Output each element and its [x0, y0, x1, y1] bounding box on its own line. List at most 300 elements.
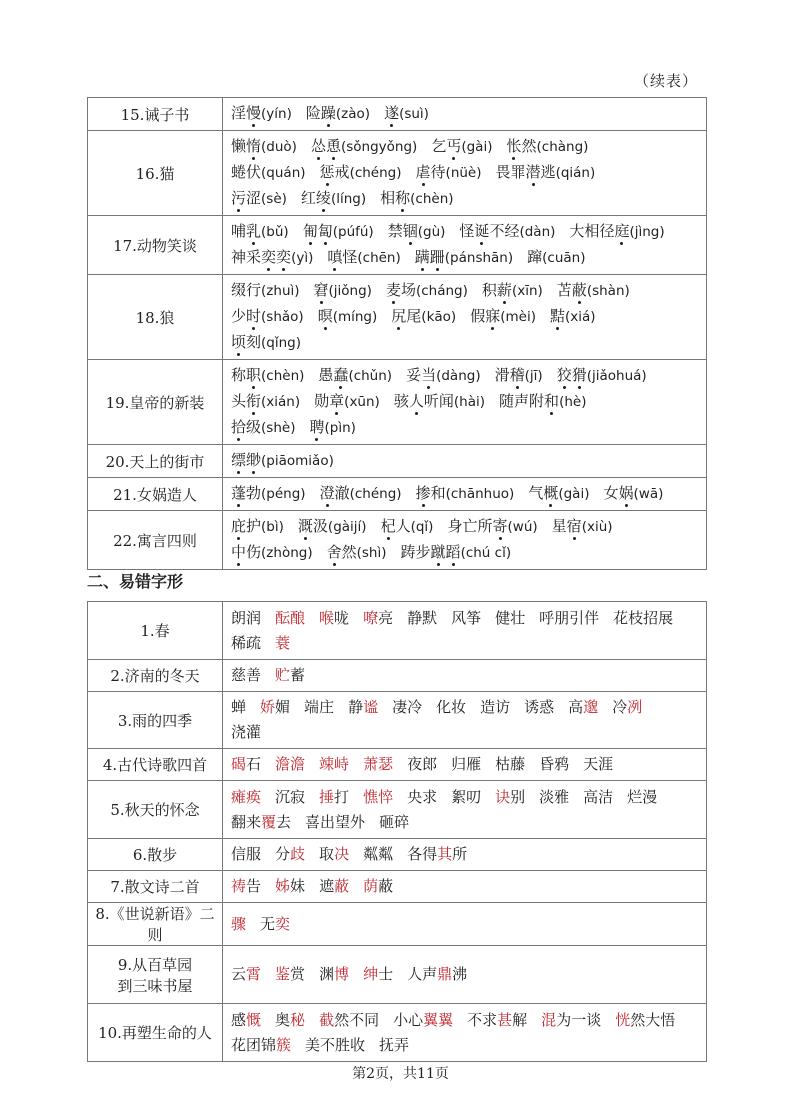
- error-prone-char: 诀: [495, 787, 511, 806]
- char: 宿: [566, 517, 582, 535]
- char: 跚: [429, 248, 445, 266]
- word-entry: [407, 842, 467, 867]
- char: 步: [415, 543, 431, 561]
- char: 分: [275, 845, 291, 863]
- error-prone-char: 瘫痪: [231, 787, 262, 806]
- char: 闻: [438, 392, 454, 410]
- char: 缥: [231, 451, 247, 469]
- word-entry: [416, 160, 482, 186]
- error-prone-char: 憔悴: [363, 787, 394, 806]
- char: 人: [408, 392, 424, 410]
- char: 相: [380, 189, 396, 207]
- char: 匍: [302, 222, 318, 240]
- word-entry: [415, 245, 513, 271]
- char: 云: [231, 965, 247, 983]
- pinyin: (xūn): [344, 394, 380, 410]
- pinyin: (jiǎohuá): [586, 368, 647, 384]
- char: 静: [348, 698, 364, 716]
- content-line: [231, 663, 698, 688]
- pinyin: (mèi): [500, 309, 536, 325]
- word-entry: [275, 606, 305, 631]
- char: 慈善: [231, 666, 262, 684]
- pinyin: (hài): [453, 394, 485, 410]
- table-row: [88, 511, 707, 570]
- char: 蜷: [231, 163, 247, 181]
- content-line: [231, 912, 698, 937]
- char: 打: [334, 787, 350, 806]
- pinyin: (shè): [261, 420, 296, 436]
- char: 去: [276, 812, 292, 831]
- word-entry: [319, 842, 349, 867]
- pinyin: (xiá): [564, 309, 596, 325]
- pinyin: (yì): [291, 250, 314, 266]
- pinyin: (chéng): [349, 486, 402, 502]
- pinyin: (chàng): [536, 139, 589, 155]
- word-entry: [467, 1008, 527, 1033]
- pinyin: (wú): [507, 519, 538, 535]
- char: 静默: [407, 608, 438, 627]
- word-entry: [320, 160, 402, 186]
- error-prone-char: 澹澹: [275, 755, 306, 773]
- row-content: [223, 839, 707, 871]
- word-entry: [506, 134, 588, 160]
- row-label: 2.济南的冬天: [88, 660, 223, 692]
- char: 花枝招展: [613, 608, 674, 627]
- pinyin: (shàn): [586, 283, 630, 299]
- word-entry: [319, 1008, 379, 1033]
- content-line: [231, 1033, 698, 1058]
- pinyin: (piāomiǎo): [261, 453, 334, 469]
- table-row: [88, 360, 707, 445]
- pinyin: (gàijí): [327, 519, 367, 535]
- word-entry: [231, 540, 313, 566]
- row-content: [223, 511, 707, 570]
- word-entry: [309, 415, 355, 441]
- word-entry: [568, 695, 598, 720]
- char: 澈: [334, 484, 350, 502]
- word-entry: [391, 304, 456, 330]
- row-content: [223, 98, 707, 131]
- content-line: [231, 186, 698, 212]
- char: 庇: [231, 517, 247, 535]
- char: 呼朋引伴: [539, 608, 600, 627]
- char: 径: [599, 222, 615, 240]
- character-form-table: [87, 601, 707, 1062]
- word-entry: [451, 606, 481, 631]
- char: 咙: [334, 608, 350, 627]
- row-content: [223, 946, 707, 1004]
- word-entry: [275, 1008, 305, 1033]
- char: 妹: [290, 877, 306, 895]
- word-entry: [380, 186, 453, 212]
- char: 畏: [495, 163, 511, 181]
- error-prone-char: 奕: [275, 914, 291, 933]
- pinyin: (jìng): [629, 224, 665, 240]
- table-row: [88, 946, 707, 1004]
- char: 媚: [275, 698, 291, 716]
- char: 拾: [231, 418, 247, 436]
- word-entry: [231, 1033, 291, 1058]
- pinyin: (hè): [559, 394, 587, 410]
- table-row: [88, 839, 707, 871]
- word-entry: [275, 663, 305, 688]
- char: 蹿: [527, 248, 543, 266]
- error-prone-char: 萧瑟: [363, 755, 394, 773]
- content-line: [231, 874, 698, 899]
- pinyin: (sè): [261, 191, 287, 207]
- row-label: 20.天上的街市: [88, 445, 223, 478]
- char: 尻: [391, 307, 407, 325]
- table-row: [88, 749, 707, 781]
- error-prone-char: 嘹: [363, 608, 379, 627]
- row-label: 16.猫: [88, 131, 223, 216]
- error-prone-char: 覆: [261, 812, 277, 831]
- error-prone-char: 娇: [260, 698, 276, 716]
- char: 化妆: [436, 698, 467, 716]
- pinyin: (bǔ): [261, 224, 289, 240]
- char: 身: [447, 517, 463, 535]
- content-line: [231, 389, 698, 415]
- word-entry: [231, 606, 261, 631]
- char: 大: [569, 222, 585, 240]
- error-prone-char: 捶: [319, 787, 335, 806]
- char: 窘: [313, 281, 329, 299]
- pronunciation-table: [87, 97, 707, 570]
- pinyin: (qián): [555, 165, 596, 181]
- pinyin: (chǔn): [348, 368, 393, 384]
- pinyin: (qǐng): [261, 335, 302, 351]
- char: 怪: [342, 248, 358, 266]
- char: 护: [246, 517, 262, 535]
- row-content: [223, 660, 707, 692]
- word-entry: [231, 134, 297, 160]
- char: 勋: [314, 392, 330, 410]
- error-prone-char: 翼翼: [423, 1010, 454, 1029]
- word-entry: [231, 842, 261, 867]
- word-entry: [231, 631, 261, 656]
- word-entry: [260, 912, 290, 937]
- row-label: 15.诫子书: [88, 98, 223, 131]
- char: 罪: [510, 163, 526, 181]
- char: 中: [231, 543, 247, 561]
- word-entry: [305, 1033, 365, 1058]
- content-line: [231, 810, 698, 835]
- content-line: [231, 631, 698, 656]
- char: 少: [231, 307, 247, 325]
- char: 缈: [246, 451, 262, 469]
- char: 妥: [406, 366, 422, 384]
- char: 当: [421, 366, 437, 384]
- error-prone-char: 博: [334, 965, 350, 983]
- pinyin: (qǐ): [410, 519, 434, 535]
- char: 然: [341, 543, 357, 561]
- char: 娲: [618, 484, 634, 502]
- word-entry: [496, 160, 596, 186]
- pinyin: (púfú): [332, 224, 374, 240]
- word-entry: [528, 481, 589, 507]
- content-line: [231, 962, 698, 987]
- char: 砸碎: [379, 812, 410, 831]
- char: 慢: [246, 104, 262, 122]
- char: 行: [246, 281, 262, 299]
- char: 声: [514, 392, 530, 410]
- error-prone-char: 霄: [246, 965, 262, 983]
- pinyin: (zhuì): [261, 283, 300, 299]
- row-label: 22.寓言四则: [88, 511, 223, 570]
- word-entry: [603, 481, 663, 507]
- word-entry: [612, 695, 642, 720]
- word-entry: [319, 874, 349, 899]
- word-entry: [231, 389, 300, 415]
- word-entry: [379, 810, 409, 835]
- char: 躁: [320, 104, 336, 122]
- word-entry: [231, 330, 301, 356]
- word-entry: [447, 514, 537, 540]
- char: 缀: [231, 281, 247, 299]
- word-entry: [305, 810, 365, 835]
- error-prone-char: 歧: [290, 845, 306, 863]
- char: 寐: [485, 307, 501, 325]
- pinyin: (gù): [417, 224, 446, 240]
- char: 庭: [614, 222, 630, 240]
- error-prone-char: 骤: [231, 914, 247, 933]
- page-footer: 第2页，共11页: [352, 1066, 449, 1082]
- char: 所: [477, 517, 493, 535]
- error-prone-char: 截: [319, 1010, 335, 1029]
- char: 涩: [246, 189, 262, 207]
- char: 寄: [492, 517, 508, 535]
- content-line: [231, 363, 698, 389]
- char: 诞: [474, 222, 490, 240]
- error-prone-char: 碣: [231, 755, 247, 773]
- char: 匐: [317, 222, 333, 240]
- word-entry: [431, 134, 492, 160]
- word-entry: [231, 752, 261, 777]
- char: 待: [430, 163, 446, 181]
- pinyin: (dàng): [436, 368, 481, 384]
- word-entry: [318, 304, 378, 330]
- char: 抚弄: [379, 1035, 410, 1054]
- error-prone-char: 决: [334, 845, 350, 863]
- char: 聘: [309, 418, 325, 436]
- word-entry: [306, 101, 370, 127]
- row-label: 1.春: [88, 602, 223, 660]
- error-prone-char: 邈: [583, 698, 599, 716]
- word-entry: [527, 245, 585, 271]
- row-content: [223, 602, 707, 660]
- content-line: [231, 134, 698, 160]
- row-content: [223, 275, 707, 360]
- word-entry: [495, 606, 525, 631]
- char: 猾: [571, 366, 587, 384]
- char: 丐: [446, 137, 462, 155]
- char: 衔: [246, 392, 262, 410]
- word-entry: [451, 785, 481, 810]
- char: 假: [470, 307, 486, 325]
- word-entry: [436, 695, 466, 720]
- pinyin: (suì): [399, 106, 429, 122]
- error-prone-char: 贮: [275, 666, 291, 684]
- word-entry: [314, 278, 372, 304]
- word-entry: [407, 606, 437, 631]
- char: 诱惑: [524, 698, 555, 716]
- char: 蹈: [445, 543, 461, 561]
- word-entry: [480, 695, 510, 720]
- error-prone-char: 酝酿: [275, 608, 306, 627]
- pinyin: (chú cǐ): [460, 545, 512, 561]
- content-line: [231, 695, 698, 745]
- word-entry: [231, 962, 261, 987]
- table-row: [88, 445, 707, 478]
- char: 不: [489, 222, 505, 240]
- char: 红: [300, 189, 316, 207]
- char: 舍: [326, 543, 342, 561]
- row-label: 3.雨的四季: [88, 692, 223, 749]
- word-entry: [495, 785, 525, 810]
- table-row: [88, 692, 707, 749]
- char: 暝: [317, 307, 333, 325]
- char: 哺: [231, 222, 247, 240]
- word-entry: [231, 810, 291, 835]
- word-entry: [459, 219, 555, 245]
- error-prone-char: 甚: [497, 1010, 513, 1029]
- pinyin: (yín): [261, 106, 292, 122]
- content-line: [231, 1008, 698, 1033]
- word-entry: [407, 752, 437, 777]
- row-label: [88, 946, 223, 1004]
- char: 恿: [325, 137, 341, 155]
- pinyin: (xiù): [581, 519, 613, 535]
- word-entry: [231, 912, 246, 937]
- char: 锢: [402, 222, 418, 240]
- row-label: 19.皇帝的新装: [88, 360, 223, 445]
- char: 告: [246, 877, 262, 895]
- error-prone-char: 姊: [275, 877, 291, 895]
- char: 所: [452, 845, 468, 863]
- row-label: 21.女娲造人: [88, 478, 223, 511]
- row-label: 18.狼: [88, 275, 223, 360]
- char: 溉: [297, 517, 313, 535]
- char: 淫: [231, 104, 247, 122]
- table-row: [88, 216, 707, 275]
- row-content: [223, 749, 707, 781]
- char: 职: [246, 366, 262, 384]
- char: 和: [430, 484, 446, 502]
- char: 小心: [393, 1010, 424, 1029]
- char: 人: [395, 517, 411, 535]
- error-prone-char: 喉: [319, 608, 335, 627]
- row-content: [223, 445, 707, 478]
- word-entry: [392, 695, 422, 720]
- word-entry: [499, 389, 586, 415]
- word-entry: [319, 785, 349, 810]
- char: 解: [512, 1010, 528, 1029]
- char: 沉寂: [275, 787, 306, 806]
- word-entry: [363, 874, 393, 899]
- char: 怂: [310, 137, 326, 155]
- row-content: [223, 216, 707, 275]
- char: 附: [529, 392, 545, 410]
- row-content: [223, 131, 707, 216]
- pinyin: (jiǒng): [328, 283, 372, 299]
- row-content: [223, 1004, 707, 1062]
- word-entry: [327, 245, 400, 271]
- content-line: [231, 304, 698, 330]
- word-entry: [539, 785, 569, 810]
- row-label-line: 9.从百草园: [117, 955, 193, 974]
- word-entry: [231, 415, 295, 441]
- word-entry: [260, 695, 290, 720]
- word-entry: [314, 389, 380, 415]
- word-entry: [275, 874, 305, 899]
- word-entry: [298, 514, 367, 540]
- content-line: [231, 101, 698, 127]
- char: 懒: [231, 137, 247, 155]
- error-prone-char: 蔽: [334, 877, 350, 895]
- char: 蹒: [414, 248, 430, 266]
- error-prone-char: 谧: [363, 698, 379, 716]
- word-entry: [552, 514, 613, 540]
- char: 禁: [387, 222, 403, 240]
- pinyin: (chèn): [261, 368, 305, 384]
- error-prone-char: 祷: [231, 877, 247, 895]
- word-entry: [416, 481, 515, 507]
- pinyin: (nüè): [445, 165, 482, 181]
- char: 花团锦: [231, 1035, 277, 1054]
- char: 蔽: [571, 281, 587, 299]
- char: 黠: [549, 307, 565, 325]
- word-entry: [495, 363, 543, 389]
- row-label: 5.秋天的怀念: [88, 781, 223, 839]
- content-line: [231, 842, 698, 867]
- char: 称: [231, 366, 247, 384]
- word-entry: [363, 962, 393, 987]
- char: 顷: [231, 333, 247, 351]
- table-row: [88, 275, 707, 360]
- char: 然不同: [334, 1010, 380, 1029]
- char: 逃: [540, 163, 556, 181]
- word-entry: [363, 842, 393, 867]
- table-row: [88, 478, 707, 511]
- word-entry: [327, 540, 387, 566]
- word-entry: [363, 606, 393, 631]
- word-entry: [319, 962, 349, 987]
- char: 亮: [378, 608, 394, 627]
- word-entry: [627, 785, 657, 810]
- word-entry: [393, 1008, 453, 1033]
- error-prone-char: 秘: [290, 1010, 306, 1029]
- char: 伤: [246, 543, 262, 561]
- word-entry: [319, 606, 349, 631]
- char: 戒: [334, 163, 350, 181]
- error-prone-char: 绅: [363, 965, 379, 983]
- char: 级: [246, 418, 262, 436]
- char: 枯藤: [495, 755, 526, 773]
- word-entry: [319, 752, 349, 777]
- char: 相: [584, 222, 600, 240]
- word-entry: [318, 363, 392, 389]
- char: 然大悟: [630, 1010, 676, 1029]
- content-line: [231, 160, 698, 186]
- char: 亡: [462, 517, 478, 535]
- char: 星: [551, 517, 567, 535]
- error-prone-char: 冽: [627, 698, 643, 716]
- word-entry: [550, 304, 596, 330]
- char: 无: [260, 914, 276, 933]
- row-label: 10.再塑生命的人: [88, 1004, 223, 1062]
- pinyin: (dàn): [519, 224, 556, 240]
- table-row: [88, 871, 707, 903]
